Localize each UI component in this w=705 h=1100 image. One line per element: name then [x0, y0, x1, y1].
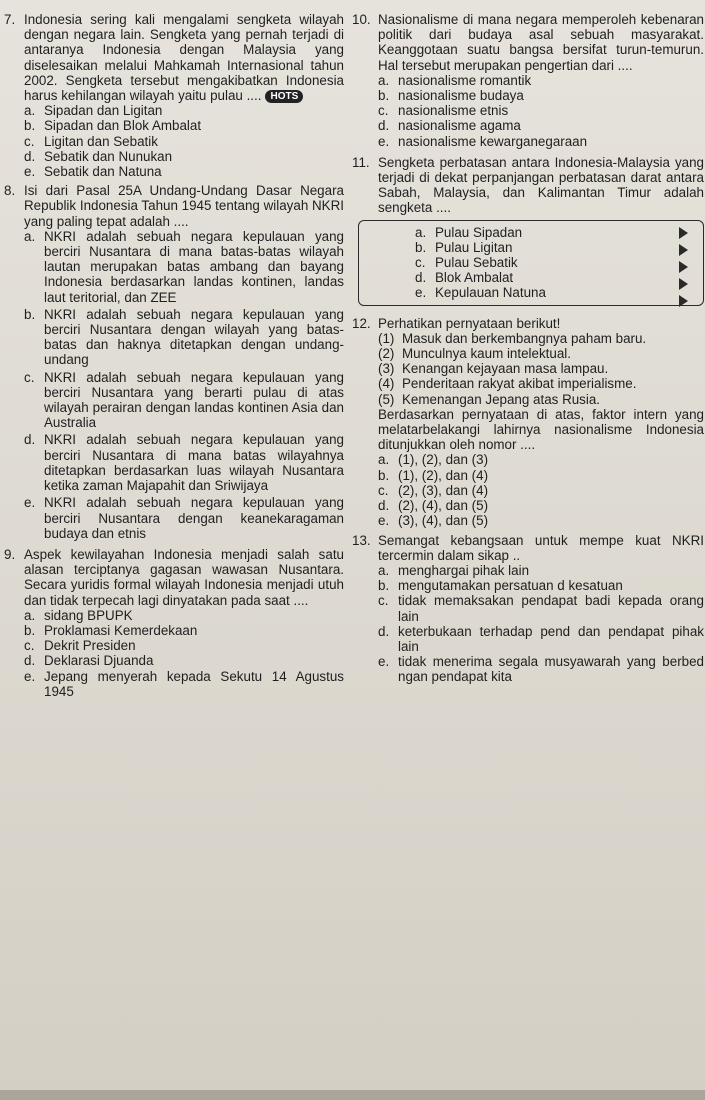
- option-e[interactable]: e. tidak menerima segala musyawarah yang berbed ngan pendapat kita: [378, 654, 704, 685]
- statement-2: (2) Munculnya kaum intelektual.: [378, 346, 571, 362]
- option-c[interactable]: c. Pulau Sebatik: [415, 255, 518, 271]
- arrow-right-icon: [679, 227, 688, 239]
- question-number: 11.: [352, 154, 370, 170]
- question-number: 9.: [4, 546, 16, 562]
- option-a[interactable]: a. NKRI adalah sebuah negara kepulauan yang berciri Nusantara di mana batas-batas wilayah lautan merupakan batas ambang dan bayang Indonesia berdasarkan landas kontinen, landas laut teritorial, dan ZEE: [24, 228, 344, 305]
- option-a[interactable]: a. sidang BPUPK: [24, 607, 133, 623]
- option-d[interactable]: d. Sebatik dan Nunukan: [24, 148, 173, 164]
- option-c[interactable]: c. (2), (3), dan (4): [378, 482, 489, 498]
- option-e[interactable]: e. Jepang menyerah kepada Sekutu 14 Agustus 1945: [24, 668, 344, 699]
- question-9: [4, 547, 344, 699]
- statement-5: (5) Kemenangan Jepang atas Rusia.: [378, 391, 601, 407]
- statement-4: (4) Penderitaan rakyat akibat imperialisme.: [378, 376, 637, 392]
- option-a[interactable]: a. menghargai pihak lain: [378, 562, 530, 578]
- option-e[interactable]: e. NKRI adalah sebuah negara kepulauan yang berciri Nusantara dengan keanekaragaman budaya dan etnis: [24, 495, 344, 541]
- option-d[interactable]: d. keterbukaan terhadap pend dan pendapat pihak lain: [378, 623, 704, 654]
- option-b[interactable]: b. nasionalisme budaya: [378, 88, 524, 104]
- question-8: [4, 183, 344, 541]
- option-b[interactable]: b. mengutamakan persatuan d kesatuan: [378, 578, 623, 594]
- option-d[interactable]: d. (2), (4), dan (5): [378, 498, 489, 514]
- option-d[interactable]: d. Blok Ambalat: [415, 270, 514, 286]
- question-stem: Isi dari Pasal 25A Undang-Undang Dasar Negara Republik Indonesia Tahun 1945 tentang wilayah NKRI yang paling tepat adalah ....: [24, 183, 344, 229]
- question-number: 12.: [352, 315, 371, 331]
- question-stem: Aspek kewilayahan Indonesia menjadi salah satu alasan terciptanya gagasan wawasan Nusantara. Secara yuridis formal wilayah Indonesia menjadi utuh dan tidak terpecah lagi dinyatakan pada saat ....: [24, 546, 344, 608]
- arrow-right-icon: [679, 261, 688, 273]
- option-a[interactable]: a. Pulau Sipadan: [415, 224, 523, 240]
- arrow-right-icon: [679, 244, 688, 256]
- arrow-right-icon: [679, 278, 688, 290]
- options-box: [358, 220, 704, 306]
- question-13: [352, 533, 704, 685]
- option-c[interactable]: c. Dekrit Presiden: [24, 638, 136, 654]
- option-e[interactable]: e. nasionalisme kewarganegaraan: [378, 133, 588, 149]
- option-e[interactable]: e. Sebatik dan Natuna: [24, 164, 162, 180]
- option-d[interactable]: d. nasionalisme agama: [378, 118, 521, 134]
- option-d[interactable]: d. Deklarasi Djuanda: [24, 653, 154, 669]
- question-stem: Berdasarkan pernyataan di atas, faktor intern yang melatarbelakangi lahirnya nasionalisme Indonesia ditunjukkan oleh nomor ....: [378, 406, 704, 453]
- question-number: 8.: [4, 183, 16, 199]
- option-e[interactable]: e. Kepulauan Natuna: [415, 285, 546, 301]
- question-stem: Indonesia sering kali mengalami sengketa wilayah dengan negara lain. Sengketa yang pernah terjadi di antaranya Indonesia dengan Malaysia yang diselesaikan melalui Mahkamah Internasional tahun 2002. Sengketa tersebut mengakibatkan Indonesia harus kehilangan wilayah yaitu pulau .... HOTS: [24, 12, 344, 104]
- question-7: [4, 12, 344, 179]
- option-c[interactable]: c. NKRI adalah sebuah negara kepulauan yang berciri Nusantara yang berarti pulau di atas wilayah perairan dengan landas kontinen Asia dan Australia: [24, 369, 344, 431]
- hots-badge: HOTS: [265, 90, 303, 103]
- question-12: [352, 316, 704, 529]
- option-b[interactable]: b. Sipadan dan Blok Ambalat: [24, 118, 202, 134]
- question-number: 7.: [4, 12, 16, 27]
- option-b[interactable]: b. NKRI adalah sebuah negara kepulauan yang berciri Nusantara dengan wilayah yang batas-batas dan haknya ditetapkan dengan undang-undang: [24, 306, 344, 368]
- question-11: [352, 155, 704, 314]
- option-a[interactable]: a. nasionalisme romantik: [378, 72, 532, 88]
- arrow-markers: [679, 227, 699, 312]
- option-e[interactable]: e. (3), (4), dan (5): [378, 513, 489, 529]
- question-stem: Sengketa perbatasan antara Indonesia-Malaysia yang terjadi di dekat perpanjangan perbatasan darat antara Sabah, Malaysia, dan Kalimantan Timur adalah sengketa ....: [378, 154, 704, 216]
- option-c[interactable]: c. nasionalisme etnis: [378, 103, 509, 119]
- question-number: 13.: [352, 532, 371, 548]
- option-a[interactable]: a. (1), (2), dan (3): [378, 452, 489, 468]
- option-c[interactable]: c. Ligitan dan Sebatik: [24, 133, 158, 149]
- option-c[interactable]: c. tidak memaksakan pendapat badi kepada orang lain: [378, 593, 704, 624]
- option-b[interactable]: b. (1), (2), dan (4): [378, 467, 489, 483]
- option-d[interactable]: d. NKRI adalah sebuah negara kepulauan yang berciri Nusantara di mana batas wilayahnya ditetapkan berdasarkan luas wilayah Nusantara ketika zaman Majapahit dan Sriwijaya: [24, 432, 344, 494]
- option-a[interactable]: a. Sipadan dan Ligitan: [24, 103, 163, 119]
- statement-3: (3) Kenangan kejayaan masa lampau.: [378, 361, 609, 377]
- question-stem: Nasionalisme di mana negara memperoleh kebenaran politik dari budaya asal sebuah masyarakat. Keanggotaan suatu bangsa bersifat turun-temurun. Hal tersebut merupakan pengertian dari ....: [378, 12, 704, 73]
- arrow-right-icon: [679, 295, 688, 307]
- right-column: [352, 12, 704, 687]
- page-bottom-edge: [0, 1090, 705, 1100]
- left-column: [4, 12, 344, 701]
- statement-1: (1) Masuk dan berkembangnya paham baru.: [378, 330, 647, 346]
- question-10: [352, 12, 704, 149]
- option-b[interactable]: b. Pulau Ligitan: [415, 239, 513, 255]
- question-stem: Semangat kebangsaan untuk mempe kuat NKRI tercermin dalam sikap ..: [378, 532, 704, 563]
- option-b[interactable]: b. Proklamasi Kemerdekaan: [24, 622, 198, 638]
- question-intro: Perhatikan pernyataan berikut!: [378, 315, 561, 331]
- question-number: 10.: [352, 12, 371, 27]
